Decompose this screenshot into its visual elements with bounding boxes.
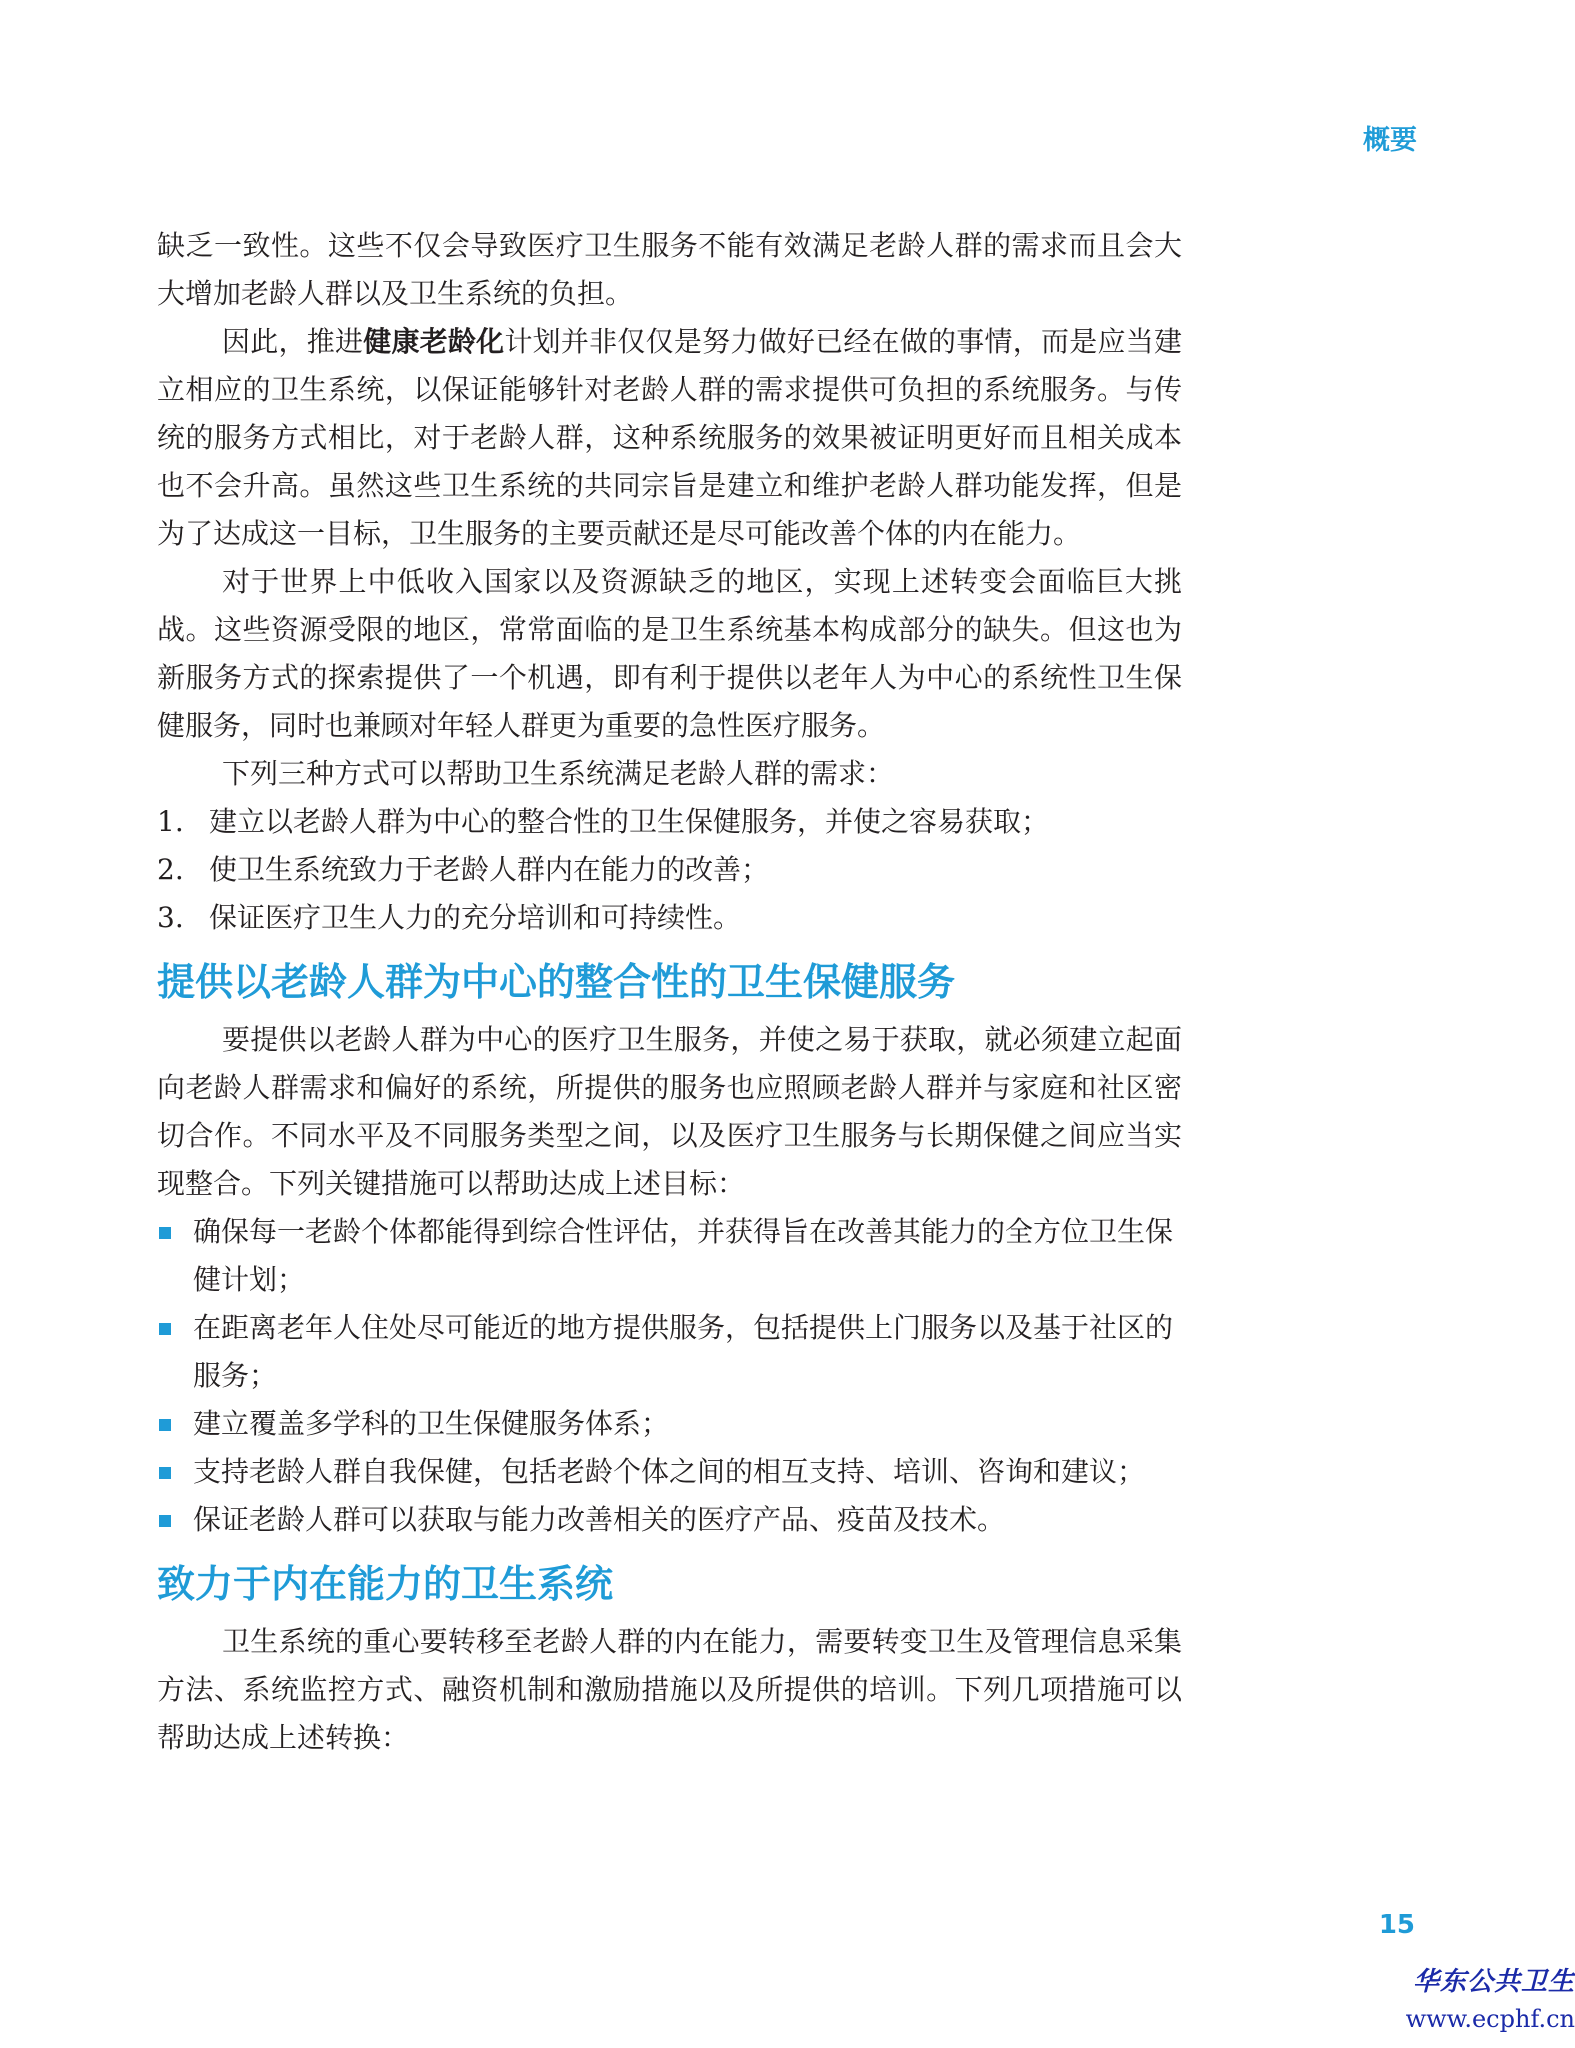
- paragraph-low-income: 对于世界上中低收入国家以及资源缺乏的地区，实现上述转变会面临巨大挑战。这些资源受限的地区，常常面临的是卫生系统基本构成部分的缺失。但这也为新服务方式的探索提供了一个机遇，即有利于提供以老年人为中心的系统性卫生保健服务，同时也兼顾对年轻人群更为重要的急性医疗服务。: [157, 565, 1182, 742]
- paragraph-text-after: 计划并非仅仅是努力做好已经在做的事情，而是应当建立相应的卫生系统，以保证能够针对老龄人群的需求提供可负担的系统服务。与传统的服务方式相比，对于老龄人群，这种系统服务的效果被证明更好而且相关成本也不会升高。虽然这些卫生系统的共同宗旨是建立和维护老龄人群功能发挥，但是为了达成这一目标，卫生服务的主要贡献还是尽可能改善个体的内在能力。: [157, 325, 1182, 550]
- paragraph-text-before: 因此，推进: [222, 325, 364, 358]
- bullet-item: [157, 1304, 1182, 1400]
- watermark: [1406, 1962, 1575, 2036]
- numbered-list: [157, 798, 1182, 942]
- bullet-text: 建立覆盖多学科的卫生保健服务体系；: [193, 1407, 670, 1440]
- bullet-text: 支持老龄人群自我保健，包括老龄个体之间的相互支持、培训、咨询和建议；: [193, 1455, 1146, 1488]
- list-item: [157, 846, 1182, 894]
- list-number: 1.: [157, 805, 184, 838]
- list-number: 2.: [157, 853, 184, 886]
- section-paragraph: 卫生系统的重心要转移至老龄人群的内在能力，需要转变卫生及管理信息采集方法、系统监控方式、融资机制和激励措施以及所提供的培训。下列几项措施可以帮助达成上述转换：: [157, 1625, 1182, 1754]
- section-heading: 提供以老龄人群为中心的整合性的卫生保健服务: [157, 960, 956, 1004]
- watermark-name: 华东公共卫生: [1412, 1967, 1575, 1997]
- bullet-item: [157, 1208, 1182, 1304]
- paragraph-list-intro: 下列三种方式可以帮助卫生系统满足老龄人群的需求：: [222, 757, 895, 790]
- section-tag: 概要: [1363, 125, 1417, 156]
- paragraph-continued: 缺乏一致性。这些不仅会导致医疗卫生服务不能有效满足老龄人群的需求而且会大大增加老龄人群以及卫生系统的负担。: [157, 229, 1182, 310]
- bullet-item: [157, 1448, 1182, 1496]
- list-text: 使卫生系统致力于老龄人群内在能力的改善；: [209, 853, 770, 886]
- square-bullet-icon: [159, 1419, 171, 1431]
- watermark-url: www.ecphf.cn: [1405, 2005, 1575, 2033]
- square-bullet-icon: [159, 1323, 171, 1335]
- list-item: [157, 894, 1182, 942]
- square-bullet-icon: [159, 1515, 171, 1527]
- list-number: 3.: [157, 901, 184, 934]
- bullet-item: [157, 1496, 1182, 1544]
- list-text: 保证医疗卫生人力的充分培训和可持续性。: [209, 901, 742, 934]
- page-number: 15: [1378, 1910, 1415, 1940]
- page-body: [157, 222, 1182, 1762]
- section-heading: 致力于内在能力的卫生系统: [157, 1562, 614, 1606]
- bullet-list: [157, 1208, 1182, 1544]
- bullet-text: 保证老龄人群可以获取与能力改善相关的医疗产品、疫苗及技术。: [193, 1503, 1006, 1536]
- square-bullet-icon: [159, 1467, 171, 1479]
- bold-term: 健康老龄化: [363, 325, 505, 358]
- square-bullet-icon: [159, 1227, 171, 1239]
- bullet-text: 确保每一老龄个体都能得到综合性评估，并获得旨在改善其能力的全方位卫生保健计划；: [193, 1215, 1174, 1296]
- bullet-text: 在距离老年人住处尽可能近的地方提供服务，包括提供上门服务以及基于社区的服务；: [193, 1311, 1174, 1392]
- section-paragraph: 要提供以老龄人群为中心的医疗卫生服务，并使之易于获取，就必须建立起面向老龄人群需求和偏好的系统，所提供的服务也应照顾老龄人群并与家庭和社区密切合作。不同水平及不同服务类型之间，以及医疗卫生服务与长期保健之间应当实现整合。下列关键措施可以帮助达成上述目标：: [157, 1023, 1182, 1200]
- list-item: [157, 798, 1182, 846]
- bullet-item: [157, 1400, 1182, 1448]
- paragraph-healthy-ageing: [157, 318, 1182, 558]
- list-text: 建立以老龄人群为中心的整合性的卫生保健服务，并使之容易获取；: [209, 805, 1050, 838]
